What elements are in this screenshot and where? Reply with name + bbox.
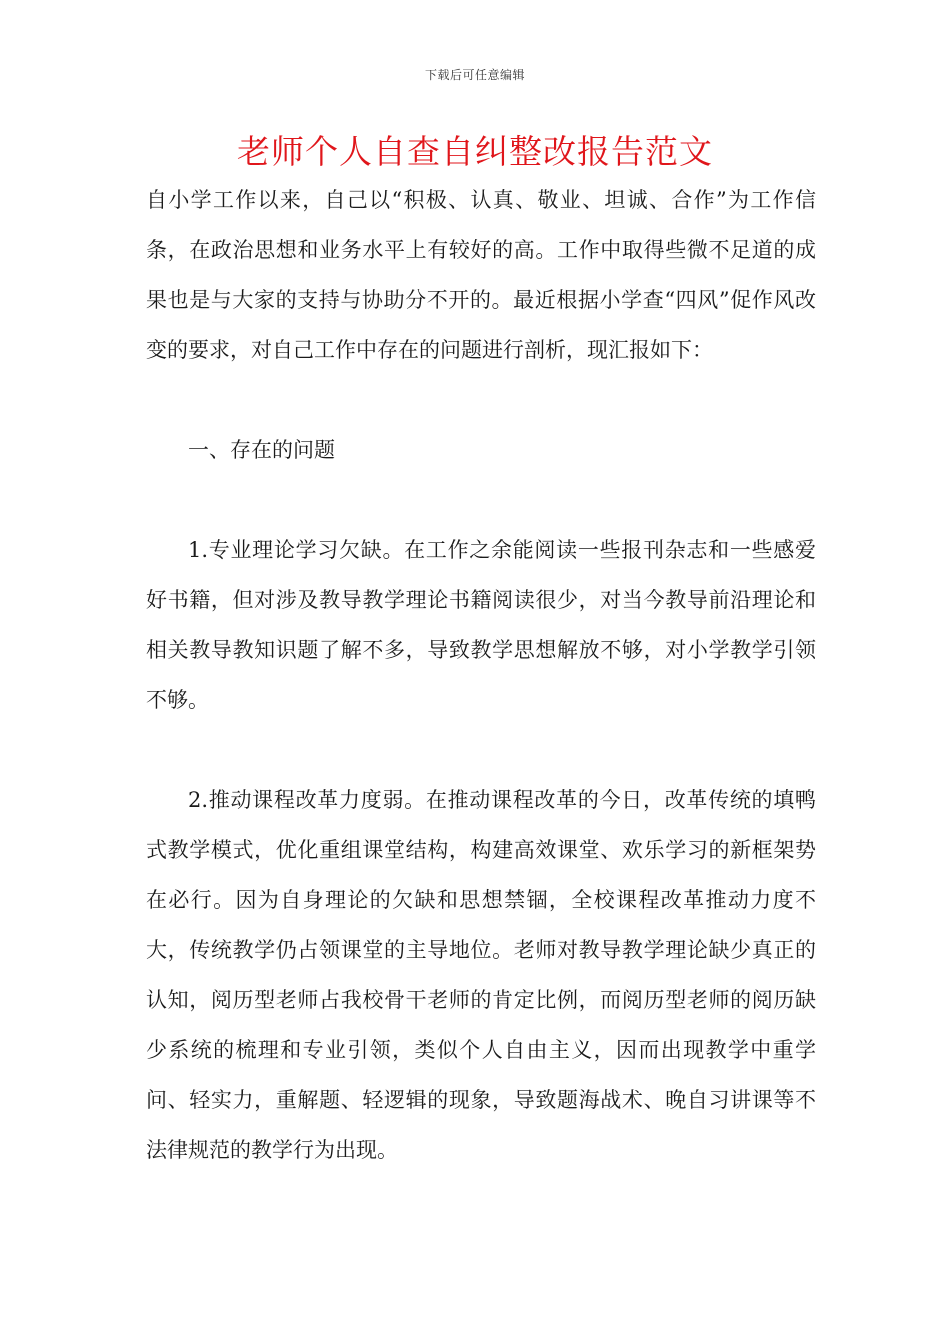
intro-paragraph: 自小学工作以来，自己以“积极、认真、敬业、坦诚、合作”为工作信条，在政治思想和业务水平上有较好的高。工作中取得些微不足道的成果也是与大家的支持与协助分不开的。最近根据小学查“四风”促作风改变的要求，对自己工作中存在的问题进行剖析，现汇报如下： [146, 188, 816, 362]
paragraph-spacer [146, 475, 816, 525]
paragraph-spacer [146, 375, 816, 425]
paragraph-spacer [146, 725, 816, 775]
problem-item-2: 2.推动课程改革力度弱。在推动课程改革的今日，改革传统的填鸭式教学模式，优化重组课堂结构，构建高效课堂、欢乐学习的新框架势在必行。因为自身理论的欠缺和思想禁锢，全校课程改革推动力度不大，传统教学仍占领课堂的主导地位。老师对教导教学理论缺少真正的认知，阅历型老师占我校骨干老师的肯定比例，而阅历型老师的阅历缺少系统的梳理和专业引领，类似个人自由主义，因而出现教学中重学问、轻实力，重解题、轻逻辑的现象，导致题海战术、晚自习讲课等不法律规范的教学行为出现。 [146, 788, 816, 1162]
download-note-header: 下载后可任意编辑 [424, 68, 525, 82]
section-heading-problems: 一、存在的问题 [188, 438, 335, 462]
document-body [146, 175, 816, 1175]
document-title: 老师个人自查自纠整改报告范文 [237, 132, 713, 171]
problem-item-1: 1.专业理论学习欠缺。在工作之余能阅读一些报刊杂志和一些感爱好书籍，但对涉及教导教学理论书籍阅读很少，对当今教导前沿理论和相关教导教知识题了解不多，导致教学思想解放不够，对小学教学引领不够。 [146, 538, 816, 712]
